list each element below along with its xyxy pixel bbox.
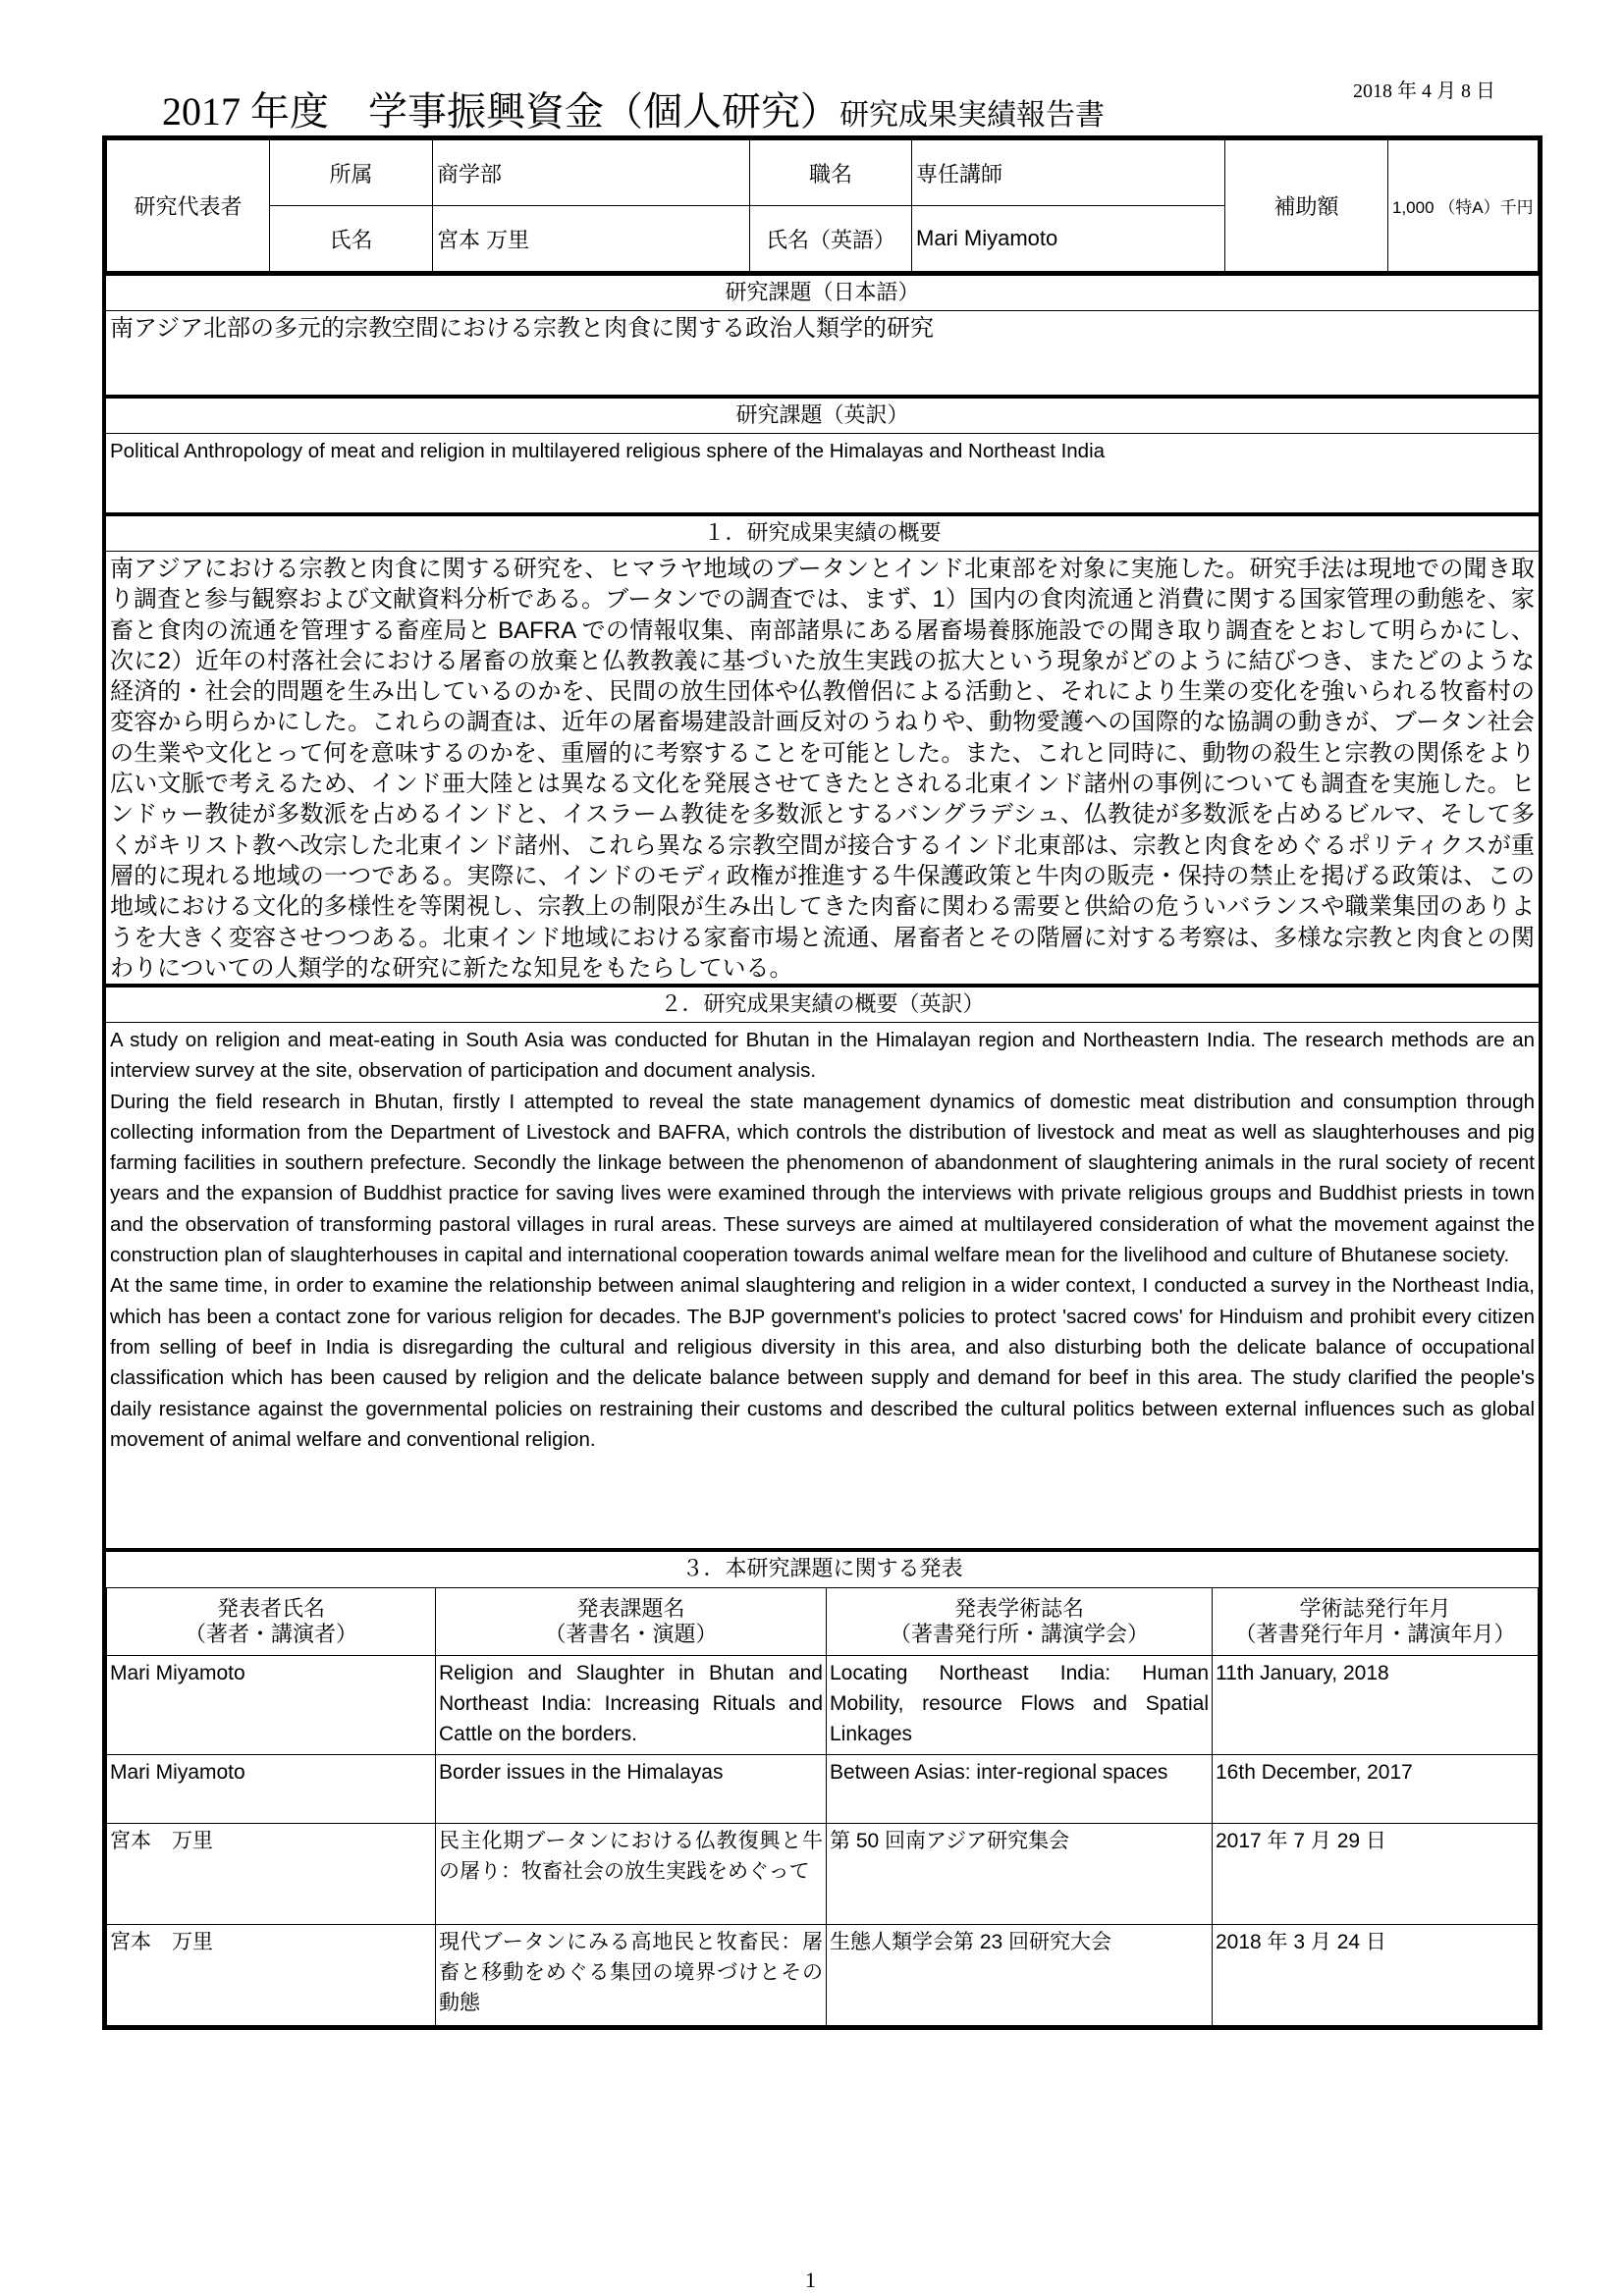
title-sub: 研究成果実績報告書 — [839, 99, 1105, 132]
summary-en-text — [106, 1023, 1539, 1548]
date: 11th January, 2018 — [1213, 1656, 1539, 1755]
presenter: 宮本 万里 — [107, 1824, 436, 1925]
summary-en-label: ２．研究成果実績の概要（英訳） — [106, 988, 1539, 1023]
page-title — [162, 80, 1105, 136]
table-row — [107, 1824, 1539, 1925]
affiliation-label: 所属 — [270, 140, 433, 206]
topic-en-section — [106, 395, 1539, 512]
name-label: 氏名 — [270, 206, 433, 272]
topic-jp-section — [106, 272, 1539, 395]
name-en-label: 氏名（英語） — [750, 206, 912, 272]
venue: 第 50 回南アジア研究集会 — [827, 1824, 1213, 1925]
date: 16th December, 2017 — [1213, 1755, 1539, 1824]
topic-en-label: 研究課題（英訳） — [106, 399, 1539, 434]
info-table — [106, 139, 1539, 272]
presentation-title: Border issues in the Himalayas — [436, 1755, 827, 1824]
date: 2018 年 3 月 24 日 — [1213, 1925, 1539, 2026]
grant-label: 補助額 — [1225, 140, 1388, 272]
venue: Locating Northeast India: Human Mobility, resource Flows and Spatial Linkages — [827, 1656, 1213, 1755]
presenter: Mari Miyamoto — [107, 1755, 436, 1824]
name-value: 宮本 万里 — [433, 206, 750, 272]
summary-jp-section — [106, 512, 1539, 984]
affiliation-value: 商学部 — [433, 140, 750, 206]
topic-jp-text: 南アジア北部の多元的宗教空間における宗教と肉食に関する政治人類学的研究 — [110, 315, 935, 342]
venue: 生態人類学会第 23 回研究大会 — [827, 1925, 1213, 2026]
name-en-value: Mari Miyamoto — [912, 206, 1225, 272]
column-header: 発表課題名 （著書名・演題） — [436, 1588, 827, 1656]
publications-label: ３．本研究課題に関する発表 — [681, 1556, 963, 1580]
presentation-title: 民主化期ブータンにおける仏教復興と牛の屠り：牧畜社会の放生実践をめぐって — [436, 1824, 827, 1925]
venue: Between Asias: inter-regional spaces — [827, 1755, 1213, 1824]
representative-label: 研究代表者 — [107, 140, 270, 272]
column-header: 学術誌発行年月 （著書発行年月・講演年月） — [1213, 1588, 1539, 1656]
presenter: 宮本 万里 — [107, 1925, 436, 2026]
date: 2017 年 7 月 29 日 — [1213, 1824, 1539, 1925]
summary-jp-text: 南アジアにおける宗教と肉食に関する研究を、ヒマラヤ地域のブータンとインド北東部を対象に実施した。研究手法は現地での聞き取り調査と参与観察および文献資料分析である。ブータンでの調査では、まず、1）国内の食肉流通と消費に関する国家管理の動態を、家畜と食肉の流通を管理する畜産局と BAFRA での情報収集、南部諸県にある屠畜場養豚施設での聞き取り調査をとおして明らかにし、次に2）近年の村落社会における屠畜の放棄と仏教教義に基づいた放生実践の拡大という現象がどのように結びつき、またどのような経済的・社会的問題を生み出しているのかを、民間の放生団体や仏教僧侶による活動と、それにより生業の変化を強いられる牧畜村の変容から明らかにした。これらの調査は、近年の屠畜場建設計画反対のうねりや、動物愛護への国際的な協調の動きが、ブータン社会の生業や文化とって何を意味するのかを、重層的に考察することを可能とした。また、これと同時に、動物の殺生と宗教の関係をより広い文脈で考えるため、インド亜大陸とは異なる文化を発展させてきたとされる北東インド諸州の事例についても調査を実施した。ヒンドゥー教徒が多数派を占めるインドと、イスラーム教徒を多数派とするバングラデシュ、仏教徒が多数派を占めるビルマ、そして多くがキリスト教へ改宗した北東インド諸州、これら異なる宗教空間が接合するインド北東部は、宗教と肉食をめぐるポリティクスが重層的に現れる地域の一つである。実際に、インドのモディ政権が推進する牛保護政策と牛肉の販売・保持の禁止を掲げる政策は、この地域における文化的多様性を等閑視し、宗教上の制限が生み出してきた肉畜に関わる需要と供給の危ういバランスや職業集団のありようを大きく変容させつつある。北東インド地域における家畜市場と流通、屠畜者とその階層に対する考察は、多様な宗教と肉食との関わりについての人類学的な研究に新たな知見をもたらしている。 — [110, 556, 1536, 982]
presentation-title: 現代ブータンにみる高地民と牧畜民：屠畜と移動をめぐる集団の境界づけとその動態 — [436, 1925, 827, 2026]
topic-en-text: Political Anthropology of meat and religion in multilayered religious sphere of the Himalayas and Northeast India — [110, 440, 1106, 462]
publications-section — [106, 1548, 1539, 2026]
publications-table — [106, 1587, 1539, 2026]
grant-value: 1,000 （特A）千円 — [1388, 140, 1539, 272]
column-header: 発表者氏名 （著者・講演者） — [107, 1588, 436, 1656]
page-number: 1 — [805, 2268, 816, 2292]
summary-en-section — [106, 984, 1539, 1548]
summary-jp-label: １．研究成果実績の概要 — [106, 516, 1539, 552]
report-date: 2018 年 4 月 8 日 — [1353, 80, 1495, 102]
presenter: Mari Miyamoto — [107, 1656, 436, 1755]
title-main: 2017 年度 学事振興資金（個人研究） — [162, 89, 839, 133]
position-value: 専任講師 — [912, 140, 1225, 206]
topic-jp-label: 研究課題（日本語） — [106, 276, 1539, 311]
column-header: 発表学術誌名 （著書発行所・講演学会） — [827, 1588, 1213, 1656]
table-row — [107, 1656, 1539, 1755]
summary-en-paragraph: During the field research in Bhutan, firstly I attempted to reveal the state management dynamics of domestic meat distribution and consumption through collecting information from the Department of Livestock and BAFRA, which controls the distribution of livestock and meat as well as slaughterhouses and pig farming facilities in southern prefecture. Secondly the linkage between the phenomenon of abandonment of slaughtering animals in the rural society of recent years and the expansion of Buddhist practice for saving lives were examined through the interviews with private religious groups and Buddhist priests in town and the observation of transforming pastoral villages in rural areas. These surveys are aimed at multilayered consideration of what the movement against the construction plan of slaughterhouses in capital and international cooperation towards animal welfare mean for the livelihood and culture of Bhutanese society. — [110, 1090, 1535, 1267]
summary-en-paragraph: At the same time, in order to examine the relationship between animal slaughtering and religion in a wider context, I conducted a survey in the Northeast India, which has been a contact zone for various religion for decades. The BJP government's policies to protect 'sacred cows' for Hinduism and prohibit every citizen from selling of beef in India is disregarding the cultural and religious diversity in this area, and also disturbing both the delicate balance of occupational classification which has been caused by religion and the delicate balance between supply and demand for beef in this area. The study clarified the people's daily resistance against the governmental policies on restraining their customs and described the cultural politics between external influences such as global movement of animal welfare and conventional religion. — [110, 1274, 1535, 1451]
presentation-title: Religion and Slaughter in Bhutan and Northeast India: Increasing Rituals and Cattle on the borders. — [436, 1656, 827, 1755]
position-label: 職名 — [750, 140, 912, 206]
summary-en-paragraph: A study on religion and meat-eating in South Asia was conducted for Bhutan in the Himalayan region and Northeastern India. The research methods are an interview survey at the site, observation of participation and document analysis. — [110, 1029, 1535, 1083]
report-form — [102, 135, 1543, 2030]
table-row — [107, 1755, 1539, 1824]
table-row — [107, 1925, 1539, 2026]
